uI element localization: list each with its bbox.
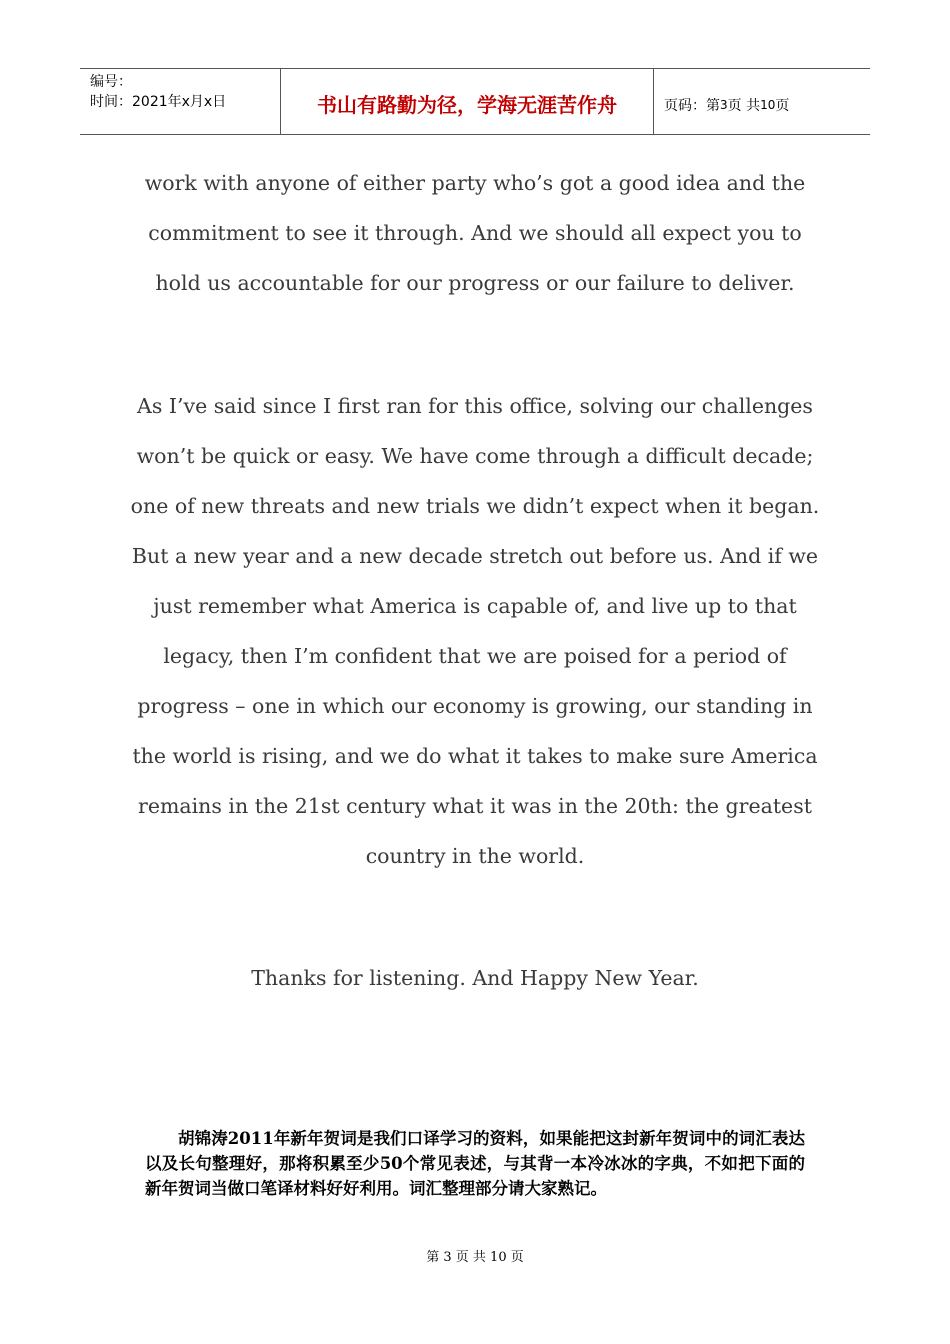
page-total: 10 bbox=[760, 97, 776, 112]
header-motto: 书山有路勤为径，学海无涯苦作舟 bbox=[317, 93, 617, 117]
serial-label: 编号： bbox=[90, 74, 132, 90]
page-suffix: 页 bbox=[775, 97, 790, 114]
page-current: 3 bbox=[720, 97, 728, 112]
body-paragraph-2: As I’ve said since I first ran for this office, solving our challenges won’t be quick or easy. We have come through a difficult decade; one of new threats and new trials we didn’t expect when it began. But a new year and a new decade stretch out before us. And if we just remember what America is capable of, and live up to that legacy, then I’m confident that we are poised for a period of progress – one in which our economy is growing, our standing in the world is rising, and we do what it takes to make sure America remains in the 21st century what it was in the 20th: the greatest country in the world. bbox=[130, 394, 820, 868]
chinese-note: 胡锦涛2011年新年贺词是我们口译学习的资料，如果能把这封新年贺词中的词汇表达以及长句整理好，那将积累至少50个常见表述，与其背一本冷冰冰的字典，不如把下面的新年贺词当做口笔译材料好好利用。词汇整理部分请大家熟记。 bbox=[145, 1129, 805, 1198]
page-header bbox=[80, 68, 870, 135]
page-prefix: 页码：第 bbox=[664, 97, 720, 114]
time-label: 时间：2021年x月x日 bbox=[90, 94, 227, 110]
page-footer: 第 3 页 共 10 页 bbox=[426, 1250, 524, 1265]
header-motto-cell bbox=[281, 69, 654, 134]
body-paragraph-3: Thanks for listening. And Happy New Year. bbox=[251, 966, 699, 990]
header-page-number bbox=[654, 72, 870, 137]
body-paragraph-1: work with anyone of either party who’s got a good idea and the commitment to see it through. And we should all expect you to hold us accountable for our progress or our failure to deliver. bbox=[144, 171, 806, 295]
page-mid: 页 共 bbox=[727, 97, 761, 114]
header-meta bbox=[80, 69, 281, 134]
